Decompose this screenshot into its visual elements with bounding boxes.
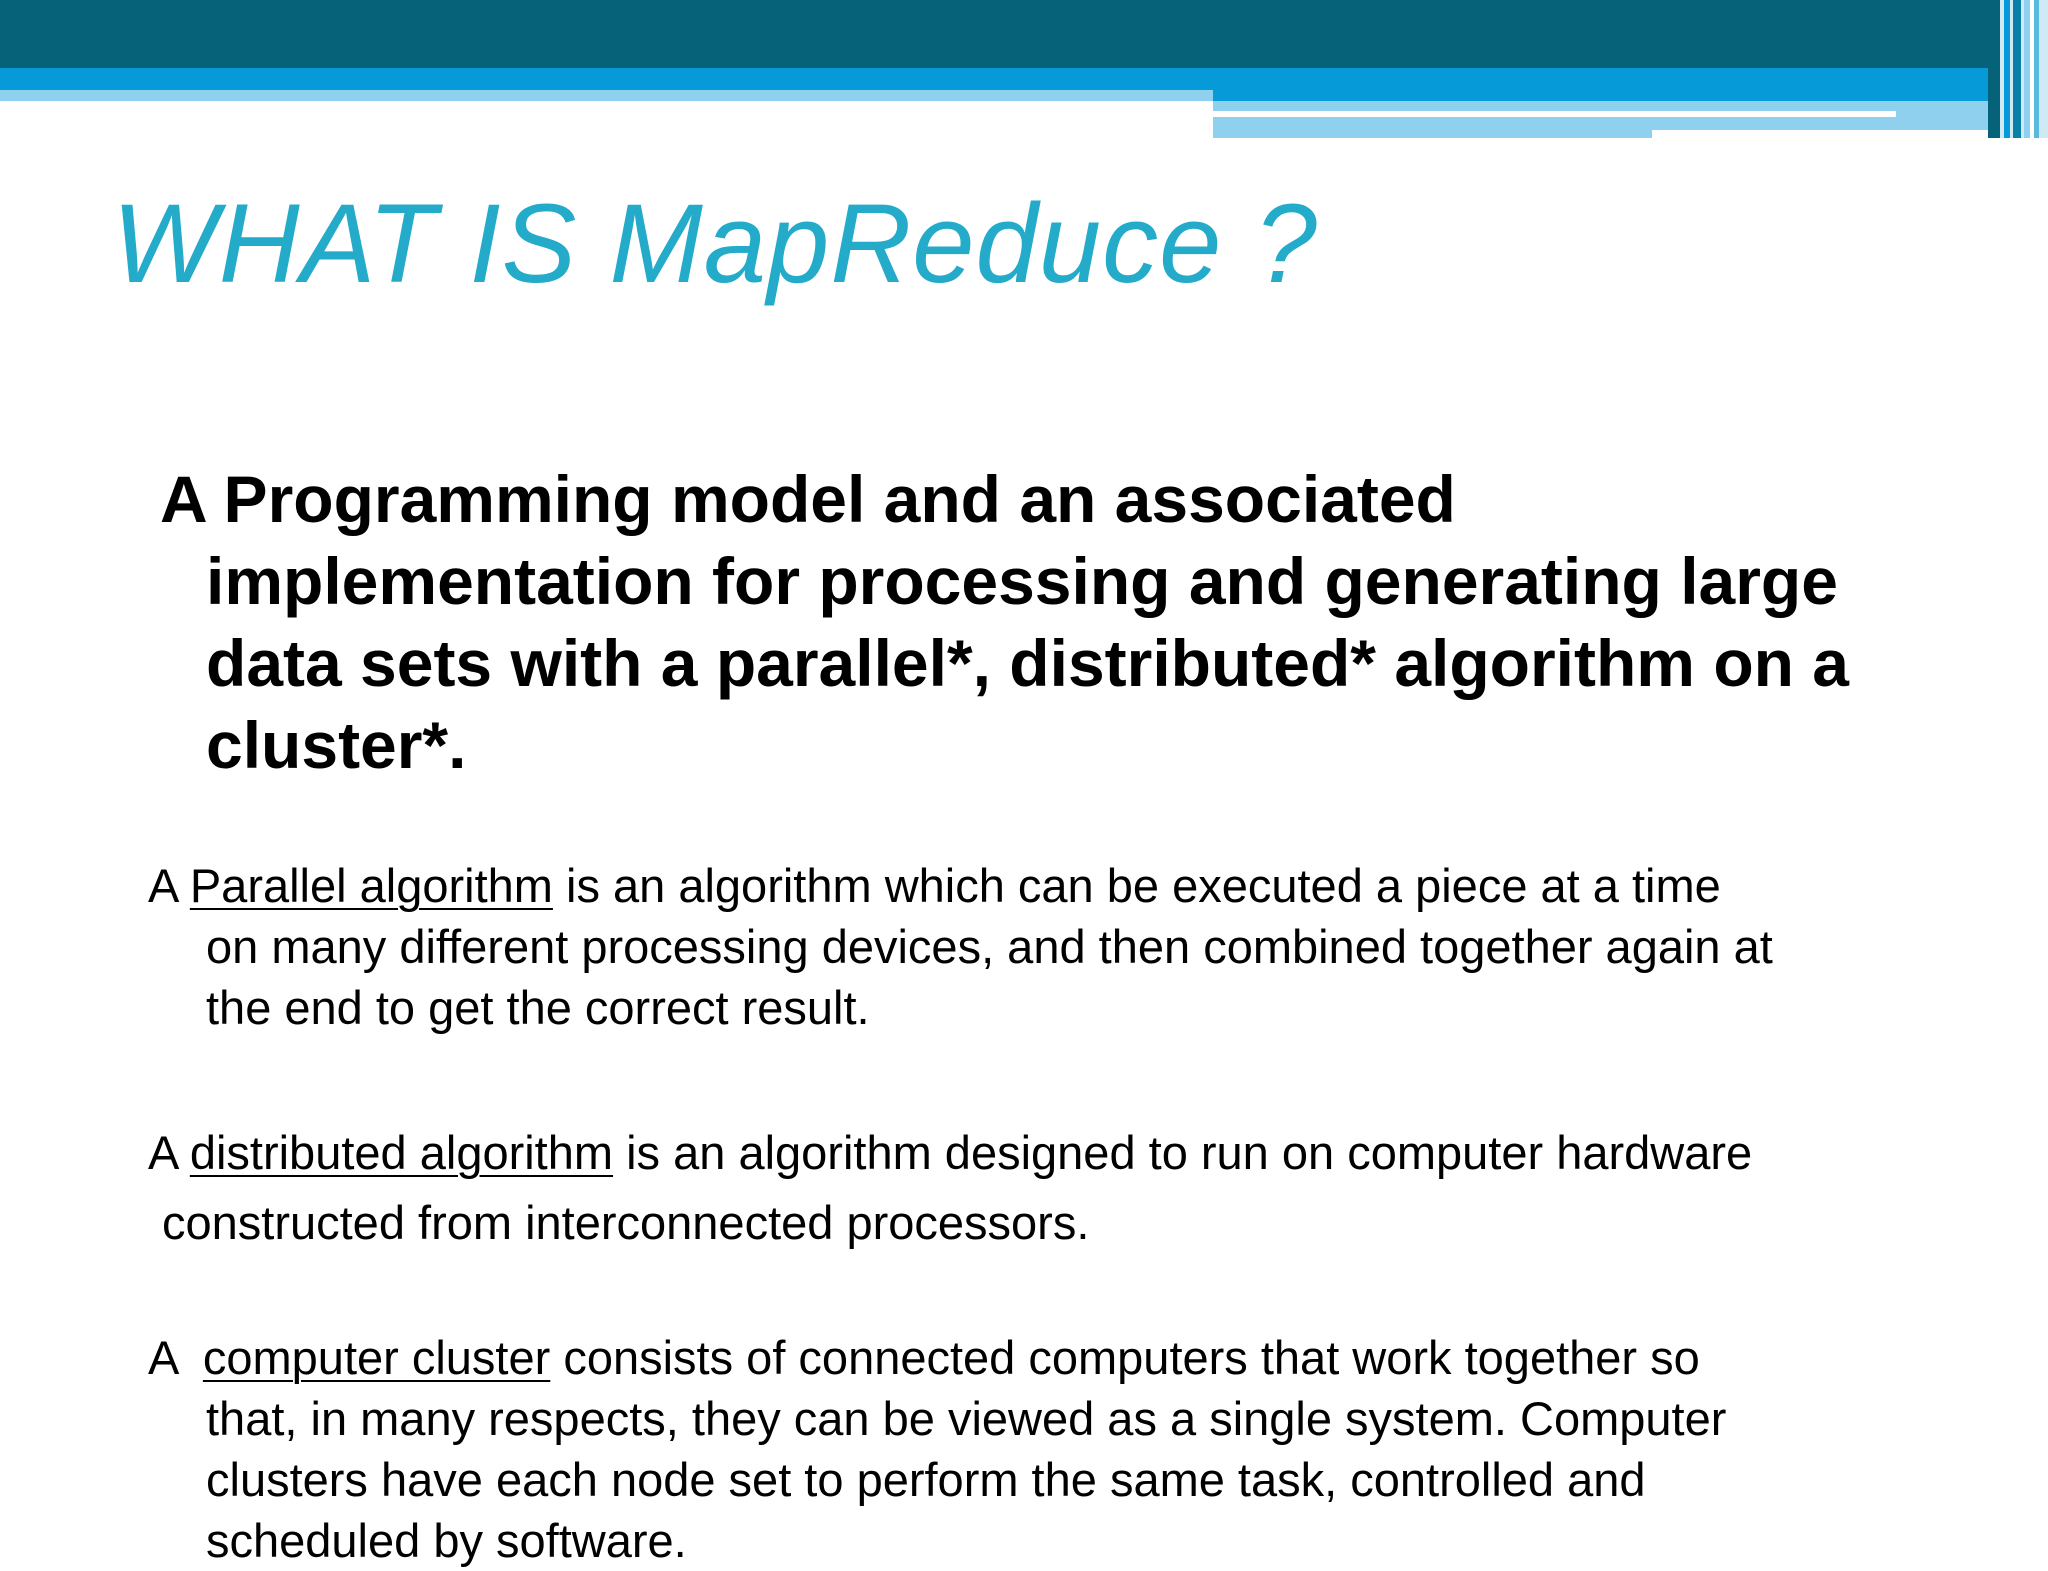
header-white-right <box>1652 130 1995 138</box>
computer-cluster-term: computer cluster <box>202 1331 551 1384</box>
definition-block <box>160 458 1920 786</box>
paragraph-line <box>148 1118 1948 1188</box>
definition-line: cluster*. <box>206 708 467 782</box>
computer-cluster-paragraph <box>148 1327 1948 1571</box>
paragraph-line: constructed from interconnected processors. <box>162 1196 1090 1249</box>
paragraph-line: scheduled by software. <box>206 1514 687 1567</box>
prefix: A <box>148 1126 190 1179</box>
paragraph-text: is an algorithm designed to run on computer hardware <box>613 1126 1753 1179</box>
parallel-algorithm-paragraph <box>148 855 1948 1038</box>
paragraph-text: consists of connected computers that work together so <box>550 1331 1700 1384</box>
distributed-algorithm-term: distributed algorithm <box>189 1126 614 1179</box>
paragraph-line: on many different processing devices, and then combined together again at <box>206 920 1773 973</box>
header-white-stripe <box>1213 111 1896 117</box>
prefix: A <box>148 1331 203 1384</box>
paragraph-line: clusters have each node set to perform the same task, controlled and <box>206 1453 1646 1506</box>
distributed-algorithm-paragraph <box>148 1118 1948 1258</box>
paragraph-line: the end to get the correct result. <box>206 981 870 1034</box>
header-band-white-left <box>0 101 1213 102</box>
paragraph-text: is an algorithm which can be executed a piece at a time <box>552 859 1721 912</box>
header-band-dark <box>0 0 1995 68</box>
paragraph-line: that, in many respects, they can be viewed as a single system. Computer <box>206 1392 1727 1445</box>
definition-line: A Programming model and an associated <box>160 462 1456 536</box>
definition-line: data sets with a parallel*, distributed* algorithm on a <box>206 626 1850 700</box>
prefix: A <box>148 859 190 912</box>
definition-line: implementation for processing and generating large <box>206 544 1838 618</box>
parallel-algorithm-term: Parallel algorithm <box>189 859 553 912</box>
header-band-light-left <box>0 90 1213 101</box>
paragraph-line <box>148 855 1948 916</box>
edge-stripes <box>1988 0 2048 138</box>
slide-title: WHAT IS MapReduce ? <box>112 181 1318 306</box>
paragraph-line <box>148 1327 1948 1388</box>
